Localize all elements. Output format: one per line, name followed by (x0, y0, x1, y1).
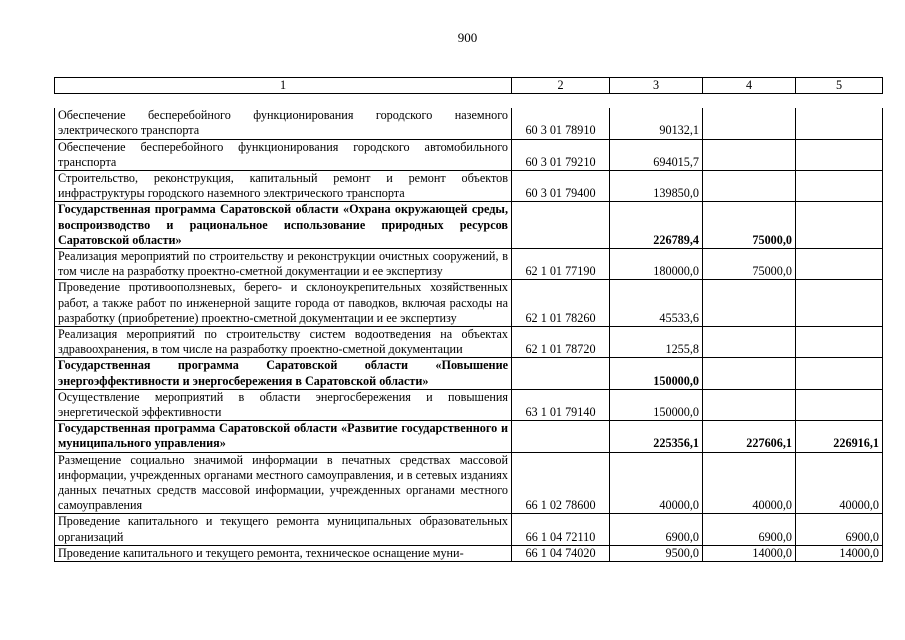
row-value-col4 (703, 139, 796, 170)
row-code: 62 1 01 77190 (512, 249, 610, 280)
row-name: Проведение капитального и текущего ремонта, техническое оснащение муни- (55, 545, 512, 561)
row-value-col3: 225356,1 (610, 421, 703, 452)
row-value-col5: 226916,1 (796, 421, 883, 452)
table-row (55, 327, 883, 358)
table-row (55, 358, 883, 389)
table-row (55, 139, 883, 170)
row-value-col4 (703, 327, 796, 358)
row-value-col5 (796, 108, 883, 139)
row-value-col4: 14000,0 (703, 545, 796, 561)
row-value-col4 (703, 389, 796, 420)
row-value-col3: 226789,4 (610, 202, 703, 249)
row-code (512, 202, 610, 249)
row-name: Размещение социально значимой информации в печатных средствах массовой информации, учрежденных органами местного самоуправления, и в сетевых изданиях данных печатных средств массовой информации, учрежденных органами местного самоуправления (55, 452, 512, 514)
header-row (55, 78, 883, 94)
row-name: Реализация мероприятий по строительству систем водоотведения на объектах здравоохранения, в том числе на разработку проектно-сметной документации (55, 327, 512, 358)
row-code (512, 358, 610, 389)
table-row (55, 249, 883, 280)
row-name: Государственная программа Саратовской области «Развитие государственного и муниципального управления» (55, 421, 512, 452)
row-code: 60 3 01 79400 (512, 171, 610, 202)
row-value-col3: 6900,0 (610, 514, 703, 545)
row-value-col5: 14000,0 (796, 545, 883, 561)
budget-table (54, 77, 883, 562)
row-name: Проведение капитального и текущего ремонта муниципальных образовательных организаций (55, 514, 512, 545)
row-value-col5 (796, 139, 883, 170)
row-value-col5 (796, 171, 883, 202)
row-value-col5 (796, 280, 883, 327)
row-code: 66 1 02 78600 (512, 452, 610, 514)
table-row (55, 421, 883, 452)
row-name: Обеспечение бесперебойного функционирования городского наземного электрического транспорта (55, 108, 512, 139)
row-value-col4: 6900,0 (703, 514, 796, 545)
table-row (55, 280, 883, 327)
header-col-2: 2 (512, 78, 610, 94)
row-value-col5 (796, 249, 883, 280)
row-code (512, 421, 610, 452)
row-value-col3: 139850,0 (610, 171, 703, 202)
table-row (55, 389, 883, 420)
row-value-col4: 227606,1 (703, 421, 796, 452)
table-row (55, 202, 883, 249)
row-value-col5: 40000,0 (796, 452, 883, 514)
row-code: 60 3 01 78910 (512, 108, 610, 139)
row-name: Осуществление мероприятий в области энергосбережения и повышения энергетической эффективности (55, 389, 512, 420)
row-value-col5 (796, 202, 883, 249)
table-row (55, 545, 883, 561)
row-value-col3: 40000,0 (610, 452, 703, 514)
table-row (55, 171, 883, 202)
row-name: Обеспечение бесперебойного функционирования городского автомобильного транспорта (55, 139, 512, 170)
row-name: Проведение противооползневых, берего- и склоноукрепительных хозяйственных работ, а также работ по инженерной защите города от паводков, включая расходы на разработку (приобретение) проектно-сметной документации и ее экспертизу (55, 280, 512, 327)
table-row (55, 514, 883, 545)
row-value-col3: 694015,7 (610, 139, 703, 170)
row-name: Государственная программа Саратовской области «Охрана окружающей среды, воспроизводство и рациональное использование природных ресурсов Саратовской области» (55, 202, 512, 249)
header-col-1: 1 (55, 78, 512, 94)
table-row (55, 452, 883, 514)
row-code: 60 3 01 79210 (512, 139, 610, 170)
row-value-col4: 75000,0 (703, 202, 796, 249)
row-value-col3: 1255,8 (610, 327, 703, 358)
row-value-col3: 180000,0 (610, 249, 703, 280)
row-name: Реализация мероприятий по строительству и реконструкции очистных сооружений, в том числе на разработку проектно-сметной документации и ее экспертизу (55, 249, 512, 280)
row-name: Государственная программа Саратовской области «Повышение энергоэффективности и энергосбережения в Саратовской области» (55, 358, 512, 389)
row-name: Строительство, реконструкция, капитальный ремонт и ремонт объектов инфраструктуры городского наземного электрического транспорта (55, 171, 512, 202)
row-code: 66 1 04 74020 (512, 545, 610, 561)
row-value-col5 (796, 327, 883, 358)
table-row (55, 108, 883, 139)
header-col-5: 5 (796, 78, 883, 94)
row-value-col4 (703, 280, 796, 327)
row-value-col3: 90132,1 (610, 108, 703, 139)
page-number: 900 (457, 30, 478, 45)
row-value-col5: 6900,0 (796, 514, 883, 545)
row-value-col3: 45533,6 (610, 280, 703, 327)
row-code: 66 1 04 72110 (512, 514, 610, 545)
row-value-col4: 75000,0 (703, 249, 796, 280)
row-value-col3: 150000,0 (610, 358, 703, 389)
row-value-col4 (703, 358, 796, 389)
row-value-col5 (796, 358, 883, 389)
row-value-col4 (703, 171, 796, 202)
header-col-3: 3 (610, 78, 703, 94)
row-value-col4 (703, 108, 796, 139)
header-col-4: 4 (703, 78, 796, 94)
row-value-col3: 9500,0 (610, 545, 703, 561)
row-value-col3: 150000,0 (610, 389, 703, 420)
row-code: 63 1 01 79140 (512, 389, 610, 420)
row-code: 62 1 01 78260 (512, 280, 610, 327)
row-value-col4: 40000,0 (703, 452, 796, 514)
row-code: 62 1 01 78720 (512, 327, 610, 358)
row-value-col5 (796, 389, 883, 420)
